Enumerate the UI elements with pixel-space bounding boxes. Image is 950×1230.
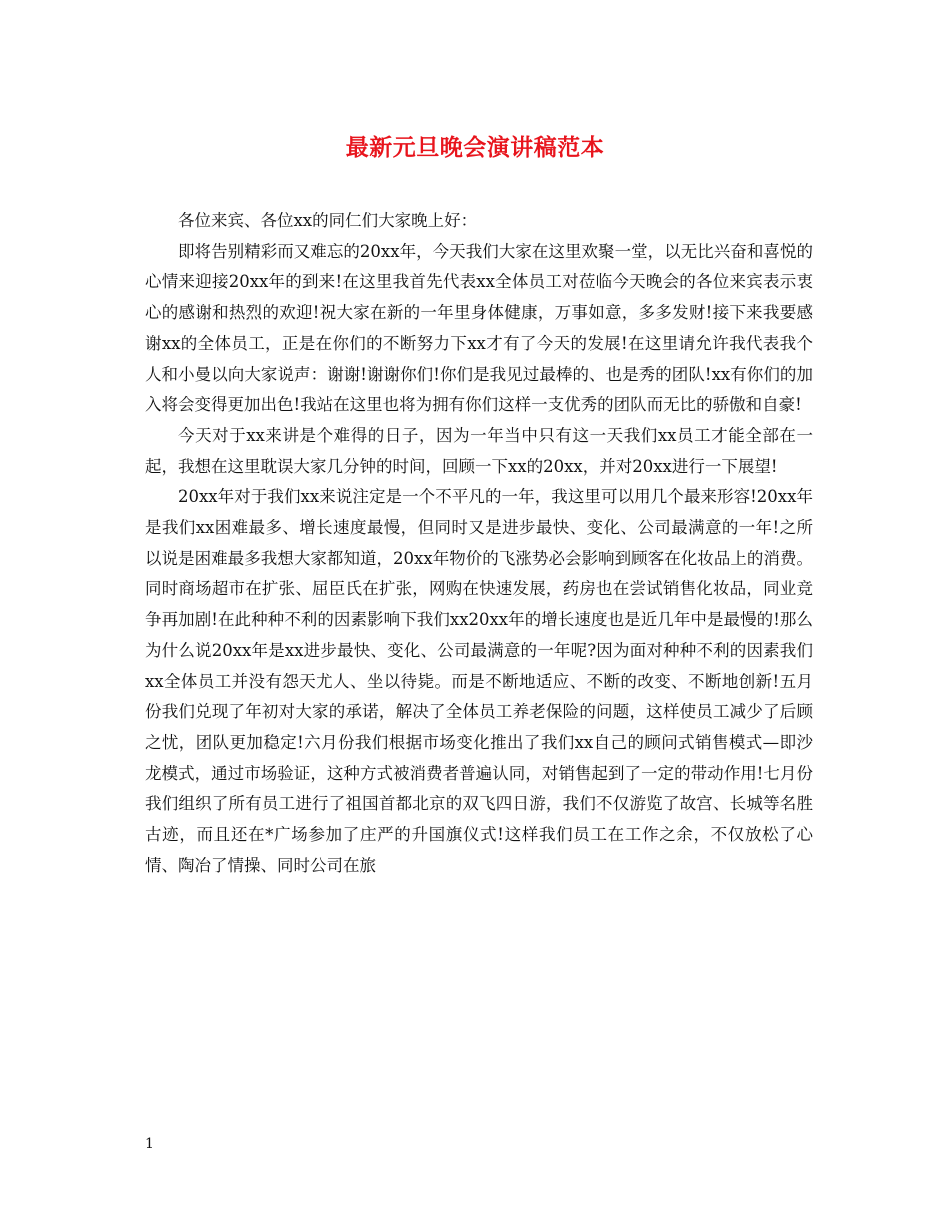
paragraph: 20xx年对于我们xx来说注定是一个不平凡的一年，我这里可以用几个最来形容!20xx年是我们xx困难最多、增长速度最慢，但同时又是进步最快、变化、公司最满意的一年!之所以说是困难最多我想大家都知道，20xx年物价的飞涨势必会影响到顾客在化妆品上的消费。同时商场超市在扩张、屈臣氏在扩张，网购在快速发展，药房也在尝试销售化妆品，同业竞争再加剧!在此种种不利的因素影响下我们xx20xx年的增长速度也是近几年中是最慢的!那么为什么说20xx年是xx进步最快、变化、公司最满意的一年呢?因为面对种种不利的因素我们xx全体员工并没有怨天尤人、坐以待毙。而是不断地适应、不断的改变、不断地创新!五月份我们兑现了年初对大家的承诺，解决了全体员工养老保险的问题，这样使员工减少了后顾之忧，团队更加稳定!六月份我们根据市场变化推出了我们xx自己的顾问式销售模式—即沙龙模式，通过市场验证，这种方式被消费者普遍认同，对销售起到了一定的带动作用!七月份我们组织了所有员工进行了祖国首都北京的双飞四日游，我们不仅游览了故宫、长城等名胜古迹，而且还在*广场参加了庄严的升国旗仪式!这样我们员工在工作之余，不仅放松了心情、陶冶了情操、同时公司在旅	[145, 487, 813, 875]
page-number: 1	[145, 1136, 154, 1152]
document-body	[145, 206, 813, 881]
paragraph: 即将告别精彩而又难忘的20xx年，今天我们大家在这里欢聚一堂，以无比兴奋和喜悦的心情来迎接20xx年的到来!在这里我首先代表xx全体员工对莅临今天晚会的各位来宾表示衷心的感谢和热烈的欢迎!祝大家在新的一年里身体健康，万事如意，多多发财!接下来我要感谢xx的全体员工，正是在你们的不断努力下xx才有了今天的发展!在这里请允许我代表我个人和小曼以向大家说声：谢谢!谢谢你们!你们是我见过最棒的、也是秀的团队!xx有你们的加入将会变得更加出色!我站在这里也将为拥有你们这样一支优秀的团队而无比的骄傲和自豪!	[145, 241, 813, 415]
paragraph-greeting: 各位来宾、各位xx的同仁们大家晚上好：	[178, 211, 478, 230]
paragraph: 今天对于xx来讲是个难得的日子，因为一年当中只有这一天我们xx员工才能全部在一起，我想在这里耽误大家几分钟的时间，回顾一下xx的20xx，并对20xx进行一下展望!	[145, 425, 813, 476]
document-title: 最新元旦晚会演讲稿范本	[345, 134, 605, 161]
